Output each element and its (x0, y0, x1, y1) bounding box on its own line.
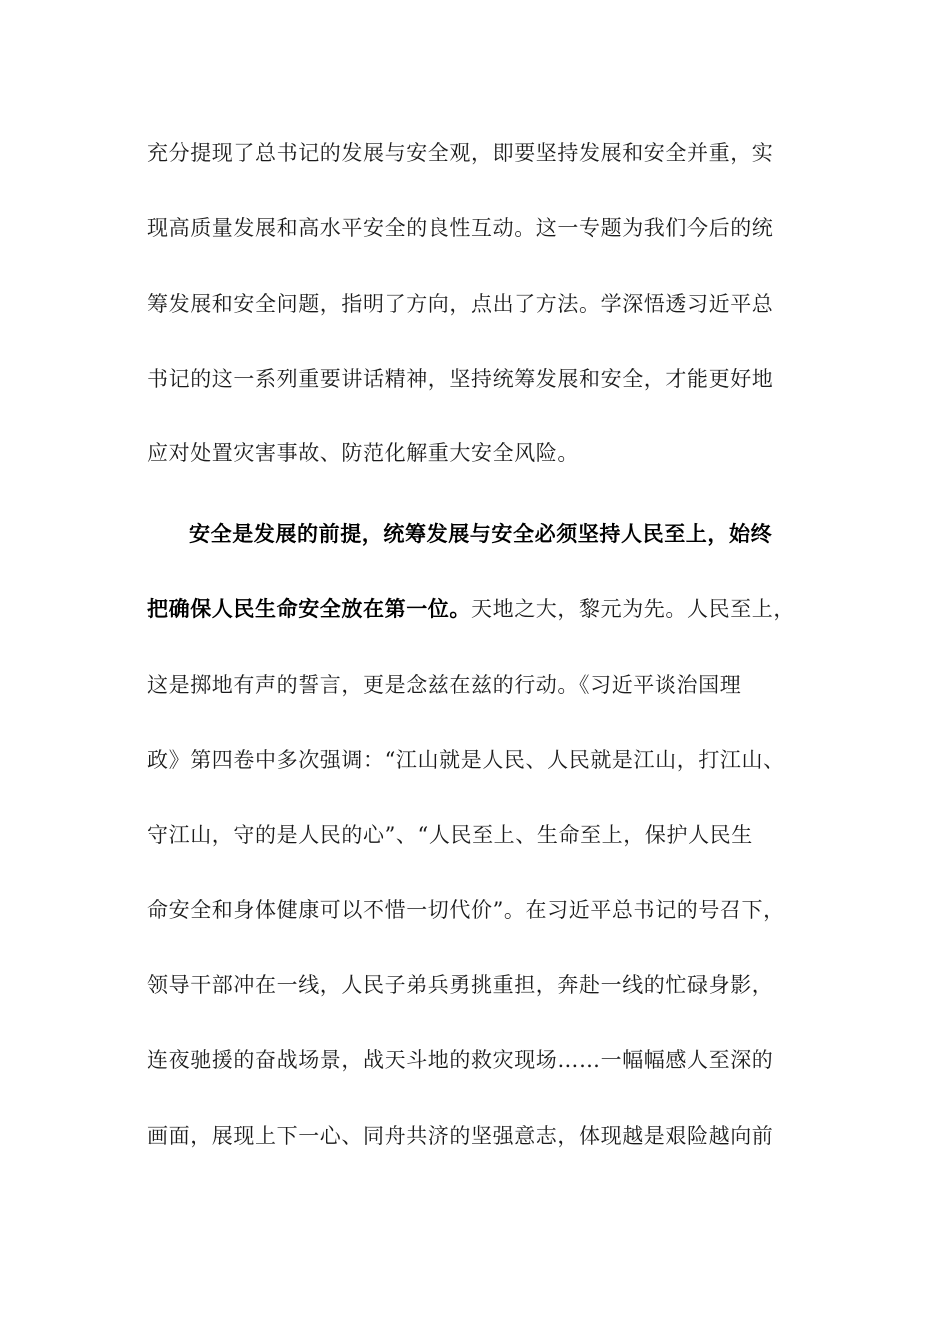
bold-heading-end: 把确保人民生命安全放在第一位。 (147, 596, 471, 621)
text-line: 充分提现了总书记的发展与安全观，即要坚持发展和安全并重，实 (147, 141, 774, 165)
text-line: 领导干部冲在一线，人民子弟兵勇挑重担，奔赴一线的忙碌身影， (147, 973, 774, 997)
text-line: 连夜驰援的奋战场景，战天斗地的救灾现场……一幅幅感人至深的 (147, 1048, 774, 1072)
text-line: 应对处置灾害事故、防范化解重大安全风险。 (147, 441, 579, 465)
mixed-line (147, 594, 817, 624)
text-line: 命安全和身体健康可以不惜一切代价”。在习近平总书记的号召下， (147, 898, 785, 922)
text-line: 画面，展现上下一心、同舟共济的坚强意志，体现越是艰险越向前 (147, 1124, 774, 1148)
text-line: 这是掷地有声的誓言，更是念兹在兹的行动。《习近平谈治国理 (147, 673, 742, 697)
bold-heading-line: 安全是发展的前提，统筹发展与安全必须坚持人民至上，始终 (189, 521, 773, 546)
text-line: 筹发展和安全问题，指明了方向，点出了方法。学深悟透习近平总 (147, 292, 774, 316)
text-line: 书记的这一系列重要讲话精神，坚持统筹发展和安全，才能更好地 (147, 367, 774, 391)
text-line: 守江山，守的是人民的心”、“人民至上、生命至上，保护人民生 (147, 823, 753, 847)
text-run: 天地之大，黎元为先。人民至上， (471, 597, 795, 621)
text-line: 现高质量发展和高水平安全的良性互动。这一专题为我们今后的统 (147, 216, 774, 240)
text-line: 政》第四卷中多次强调：“江山就是人民、人民就是江山，打江山、 (147, 748, 785, 772)
